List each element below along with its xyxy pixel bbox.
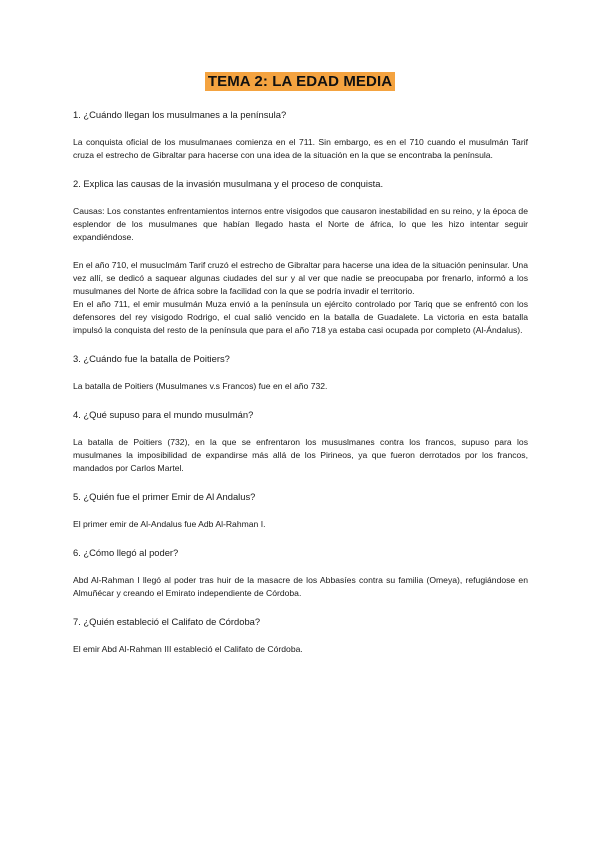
question-7: 7. ¿Quién estableció el Califato de Córdoba? [73,616,261,627]
answer-2-paragraph-711: En el año 711, el emir musulmán Muza envió a la península un ejército controlado por Tariq que se enfrentó con los defensores del rey visigodo Rodrigo, el cual salió vencido en la batalla de Guadalete. La victoria en esta batalla impulsó la conquista del resto de la península que para el año 718 ya estaba casi ocupada por completo (Al-Ándalus). [73,299,528,335]
answer-2-causes: Causas: Los constantes enfrentamientos internos entre visigodos que causaron inestabilidad en su reino, y la época de esplendor de los musulmanes que habían llegado hasta el Norte de áfrica, lo que les hizo intentar seguir expandiéndose. [73,206,528,242]
document-body [73,108,528,671]
question-1: 1. ¿Cuándo llegan los musulmanes a la península? [73,109,287,120]
answer-4-paragraph: La batalla de Poitiers (732), en la que se enfrentaron los mususlmanes contra los francos, supuso para los musulmanes la imposibilidad de expandirse más allá de los Pirineos, ya que fueron derrotados por los francos, mandados por Carlos Martel. [73,437,528,473]
answer-6-paragraph: Abd Al-Rahman I llegó al poder tras huir de la masacre de los Abbasíes contra su familia (Omeya), refugiándose en Almuñécar y creando el Emirato independiente de Córdoba. [73,575,528,598]
page-title: TEMA 2: LA EDAD MEDIA [205,72,395,91]
title-container [0,72,600,91]
question-2: 2. Explica las causas de la invasión musulmana y el proceso de conquista. [73,178,384,189]
answer-3-paragraph: La batalla de Poitiers (Musulmanes v.s Francos) fue en el año 732. [73,381,328,391]
answer-1-paragraph: La conquista oficial de los musulmanaes comienza en el 711. Sin embargo, es en el 710 cuando el musulmán Tarif cruza el estrecho de Gibraltar para hacerse con una idea de la situación en la que se encontraba la península. [73,137,528,160]
answer-2-paragraph-710: En el año 710, el musucImám Tarif cruzó el estrecho de Gibraltar para hacerse una idea de la situación peninsular. Una vez allí, se dedicó a saquear algunas ciudades del sur y al ver que nadie se preocupaba por frenarlo, informó a los musulmanes del Norte de áfrica sobre la facilidad con la que se podría invadir el territorio. [73,260,528,296]
question-5: 5. ¿Quién fue el primer Emir de Al Andalus? [73,491,256,502]
question-6: 6. ¿Cómo llegó al poder? [73,547,179,558]
answer-7-paragraph: El emir Abd Al-Rahman III estableció el Califato de Córdoba. [73,644,303,654]
answer-5-paragraph: El primer emir de Al-Andalus fue Adb Al-Rahman I. [73,519,266,529]
question-3: 3. ¿Cuándo fue la batalla de Poitiers? [73,353,230,364]
question-4: 4. ¿Qué supuso para el mundo musulmán? [73,409,254,420]
